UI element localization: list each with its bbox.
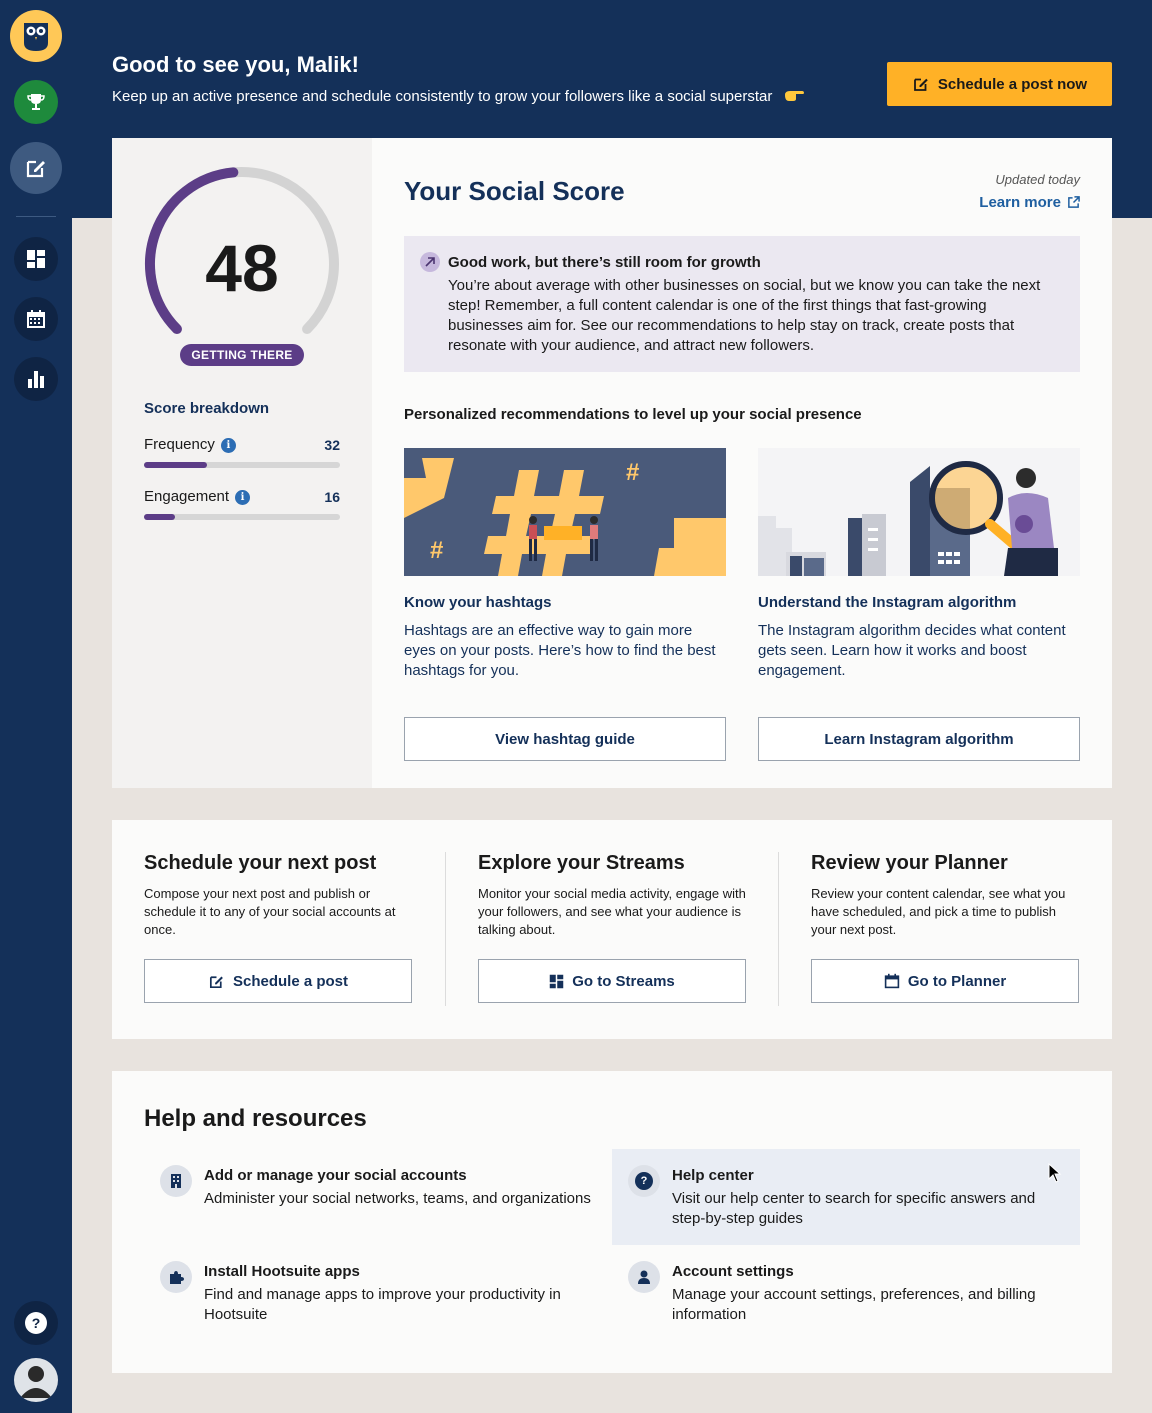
hashtags-illustration — [404, 448, 726, 576]
help-item-desc: Administer your social networks, teams, and organizations — [204, 1190, 591, 1207]
go-to-streams-button[interactable]: Go to Streams — [478, 959, 746, 1003]
compose-icon — [208, 973, 225, 990]
help-resources-card — [112, 1071, 1112, 1373]
greeting-subtext: Keep up an active presence and schedule consistently to grow your followers like a social superstar — [112, 88, 805, 105]
help-item-social-accounts[interactable] — [144, 1149, 612, 1245]
compose-icon[interactable] — [10, 142, 62, 194]
metric-value: 16 — [324, 488, 340, 505]
help-title: Help and resources — [144, 1105, 367, 1132]
help-item-name: Help center — [672, 1167, 754, 1184]
quick-action-body: Review your content calendar, see what you have scheduled, and pick a time to publish your next post. — [811, 886, 1066, 937]
quick-action-body: Compose your next post and publish or schedule it to any of your social accounts at once. — [144, 886, 396, 937]
compose-icon — [912, 75, 930, 93]
puzzle-icon — [160, 1261, 192, 1293]
column-divider — [445, 852, 446, 1006]
recommendation-title: Understand the Instagram algorithm — [758, 594, 1017, 611]
streams-icon — [549, 974, 564, 989]
help-item-name: Add or manage your social accounts — [204, 1167, 467, 1184]
trophy-icon[interactable] — [14, 80, 58, 124]
updated-label: Updated today — [995, 172, 1080, 187]
help-item-desc: Manage your account settings, preferences, and billing information — [672, 1286, 1036, 1323]
score-panel — [112, 138, 372, 788]
profile-avatar[interactable] — [14, 1358, 58, 1402]
help-icon[interactable]: ? — [14, 1301, 58, 1345]
recommendations-heading: Personalized recommendations to level up your social presence — [404, 406, 862, 423]
quick-action-schedule — [144, 852, 412, 1003]
help-item-account-settings[interactable] — [612, 1245, 1080, 1341]
quick-action-planner — [811, 852, 1079, 1003]
quick-action-streams — [478, 852, 746, 1003]
metric-frequency — [144, 436, 340, 468]
recommendation-body: The Instagram algorithm decides what content gets seen. Learn how it works and boost engagement. — [758, 622, 1066, 679]
view-hashtag-guide-button[interactable]: View hashtag guide — [404, 717, 726, 761]
calendar-icon — [884, 973, 900, 989]
info-icon[interactable]: i — [221, 438, 236, 453]
metric-bar-fill — [144, 462, 207, 468]
help-item-install-apps[interactable] — [144, 1245, 612, 1341]
recommendation-card — [404, 448, 726, 761]
user-icon — [628, 1261, 660, 1293]
help-item-help-center[interactable] — [612, 1149, 1080, 1245]
sidebar — [0, 0, 72, 1413]
score-notice — [404, 236, 1080, 372]
calendar-icon[interactable] — [14, 297, 58, 341]
svg-text:#: # — [626, 459, 640, 486]
quick-action-title: Review your Planner — [811, 852, 1008, 874]
trend-arrow-icon — [420, 252, 440, 272]
greeting-title: Good to see you, Malik! — [112, 52, 359, 77]
metric-bar — [144, 462, 340, 468]
recommendation-body: Hashtags are an effective way to gain more eyes on your posts. Here’s how to find the best hashtags for you. — [404, 622, 716, 679]
learn-instagram-algorithm-button[interactable]: Learn Instagram algorithm — [758, 717, 1080, 761]
analytics-icon[interactable] — [14, 357, 58, 401]
notice-title: Good work, but there’s still room for growth — [448, 254, 761, 271]
metric-bar-fill — [144, 514, 175, 520]
mouse-cursor-icon — [1048, 1163, 1062, 1183]
metric-label: Engagement — [144, 488, 230, 505]
quick-actions-card — [112, 820, 1112, 1039]
social-score-title: Your Social Score — [404, 176, 625, 206]
column-divider — [778, 852, 779, 1006]
social-score-card — [112, 138, 1112, 788]
question-icon: ? — [628, 1165, 660, 1197]
schedule-a-post-button[interactable]: Schedule a post — [144, 959, 412, 1003]
owl-logo-icon[interactable] — [10, 10, 62, 62]
quick-action-title: Schedule your next post — [144, 852, 377, 874]
metric-value: 32 — [324, 436, 340, 453]
help-item-desc: Find and manage apps to improve your productivity in Hootsuite — [204, 1286, 561, 1323]
metric-label: Frequency — [144, 436, 215, 453]
dashboard-icon[interactable] — [14, 237, 58, 281]
help-item-name: Install Hootsuite apps — [204, 1263, 360, 1280]
score-details-panel — [372, 138, 1112, 788]
quick-action-title: Explore your Streams — [478, 852, 685, 874]
help-item-name: Account settings — [672, 1263, 794, 1280]
sidebar-divider — [16, 216, 56, 217]
info-icon[interactable]: i — [235, 490, 250, 505]
instagram-algorithm-illustration — [758, 448, 1080, 576]
notice-body: You’re about average with other businesses on social, but we know you can take the next step! Remember, a full content calendar is one of the first things that fast-growing businesses aim for. See our recommendations to help stay on track, create posts that resonate with your audience, and attract new followers. — [448, 277, 1041, 354]
learn-more-link[interactable]: Learn more — [979, 194, 1080, 211]
go-to-planner-button[interactable]: Go to Planner — [811, 959, 1079, 1003]
score-level-badge: GETTING THERE — [180, 344, 304, 366]
score-breakdown-title: Score breakdown — [144, 400, 270, 417]
metric-engagement — [144, 488, 340, 520]
pointing-hand-icon — [783, 88, 805, 102]
external-link-icon — [1067, 196, 1080, 209]
schedule-post-now-button[interactable]: Schedule a post now — [887, 62, 1112, 106]
recommendation-card — [758, 448, 1080, 761]
score-value: 48 — [205, 231, 279, 305]
help-item-desc: Visit our help center to search for specific answers and step-by-step guides — [672, 1190, 1036, 1227]
metric-bar — [144, 514, 340, 520]
recommendation-title: Know your hashtags — [404, 594, 552, 611]
quick-action-body: Monitor your social media activity, engage with your followers, and see what your audience is talking about. — [478, 886, 746, 937]
svg-text:#: # — [430, 537, 444, 564]
building-icon — [160, 1165, 192, 1197]
